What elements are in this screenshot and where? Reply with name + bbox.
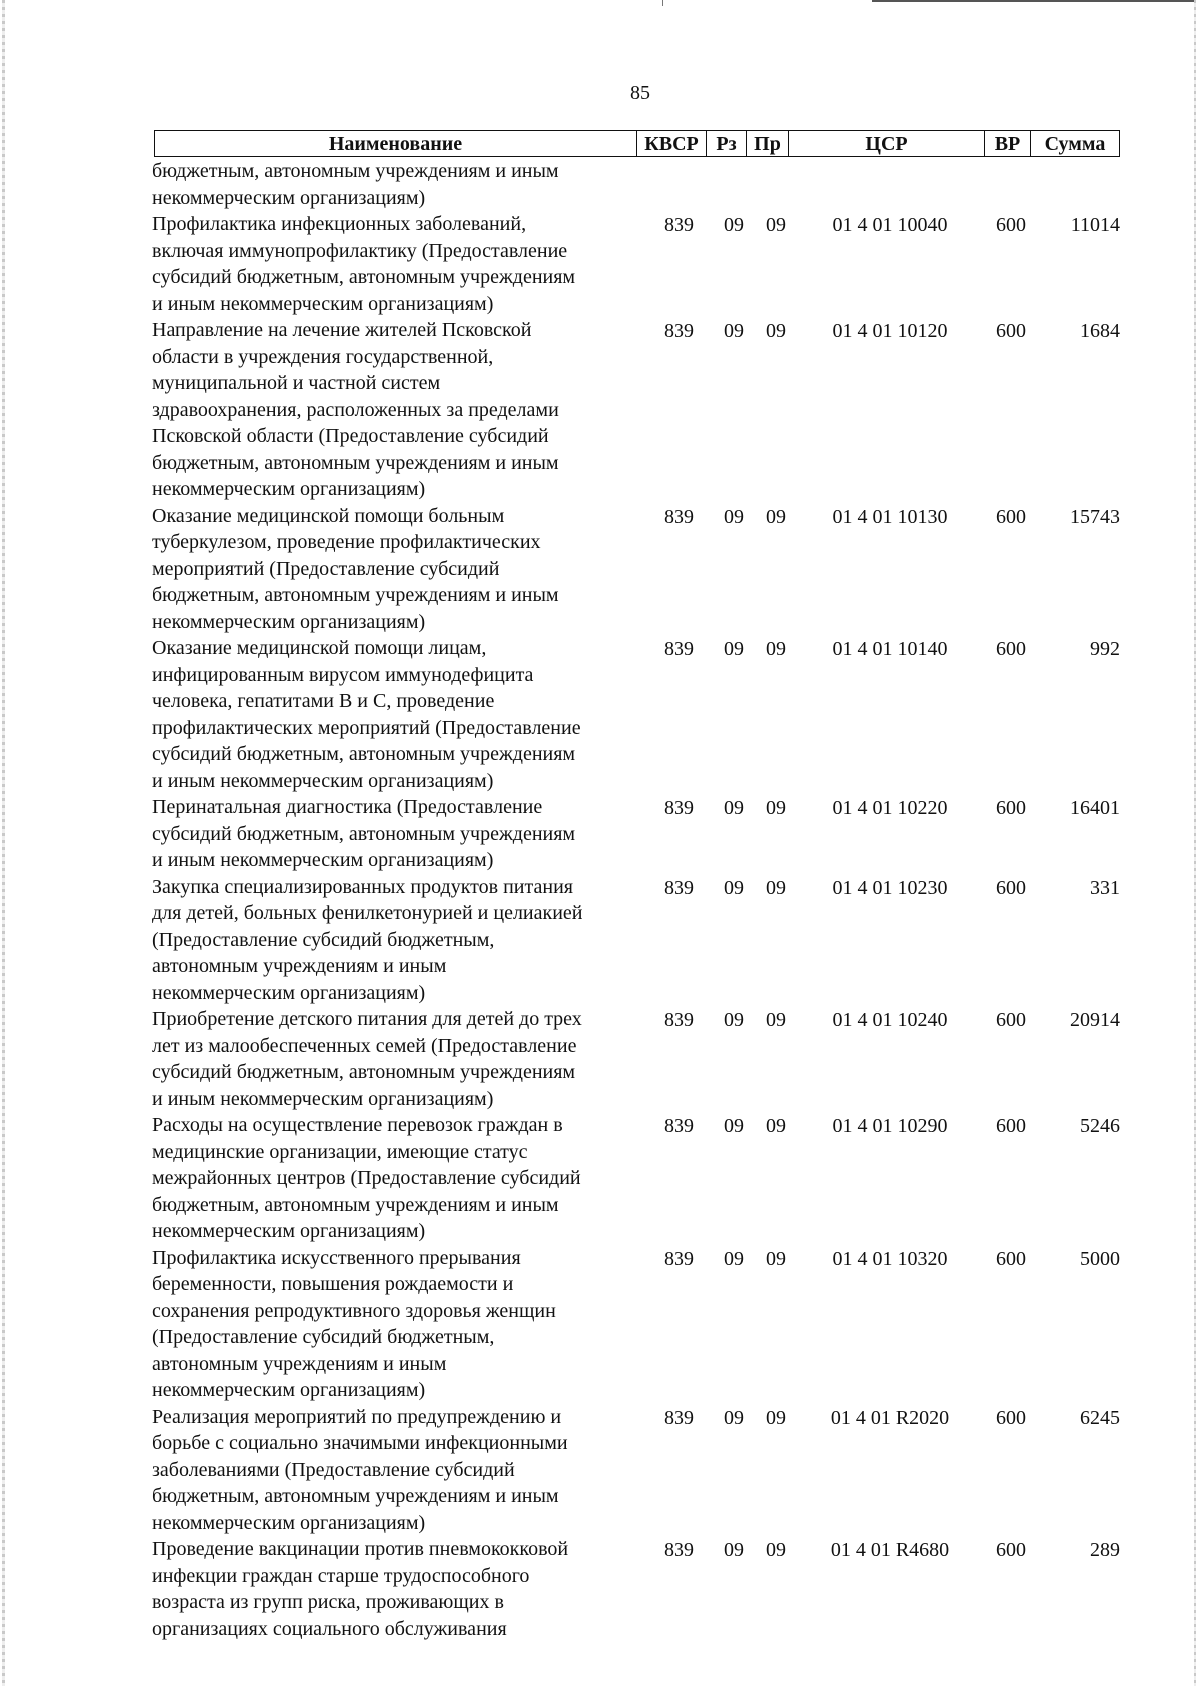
row-name-line: мероприятий (Предоставление субсидий xyxy=(152,557,500,580)
row-name-line: области в учреждения государственной, xyxy=(152,345,494,368)
row-name-line: возраста из групп риска, проживающих в xyxy=(152,1591,504,1613)
table-row xyxy=(152,503,1122,636)
cell-pr: 09 xyxy=(766,1406,786,1429)
row-name-line: некоммерческим организациям) xyxy=(152,1379,426,1401)
cell-vr: 600 xyxy=(996,797,1026,819)
row-name-line: бюджетным, автономным учреждениям и иным xyxy=(152,451,559,474)
row-name-line: некоммерческим организациям) xyxy=(152,186,426,209)
cell-rz: 09 xyxy=(724,505,744,528)
cell-pr: 09 xyxy=(766,797,786,819)
row-name-line: Реализация мероприятий по предупреждению и xyxy=(152,1405,562,1428)
row-name xyxy=(152,1006,642,1112)
row-name-line: субсидий бюджетным, автономным учреждениям xyxy=(152,822,576,845)
cell-pr: 09 xyxy=(766,320,786,342)
cell-sum: 6245 xyxy=(1080,1406,1120,1429)
cell-sum: 5246 xyxy=(1080,1115,1120,1137)
cell-vr: 600 xyxy=(996,1009,1026,1031)
cell-kvsr: 839 xyxy=(664,214,694,236)
row-name-line: здравоохранения, расположенных за пределами xyxy=(152,398,559,421)
row-name-line: туберкулезом, проведение профилактических xyxy=(152,531,541,553)
cell-rz: 09 xyxy=(724,1539,744,1561)
cell-sum: 20914 xyxy=(1070,1009,1120,1031)
cell-rz: 09 xyxy=(724,214,744,236)
row-name-line: медицинские организации, имеющие статус xyxy=(152,1140,528,1163)
row-name-line: инфекции граждан старше трудоспособного xyxy=(152,1564,530,1587)
cell-csr: 01 4 01 R2020 xyxy=(830,1406,950,1429)
cell-csr: 01 4 01 10040 xyxy=(832,214,948,236)
row-name-line: и иным некоммерческим организациям) xyxy=(152,292,494,315)
row-name-line: заболеваниями (Предоставление субсидий xyxy=(152,1458,515,1481)
row-name-line: субсидий бюджетным, автономным учреждениям xyxy=(152,1061,576,1083)
row-name-line: некоммерческим организациям) xyxy=(152,478,426,500)
header-rz: Рз xyxy=(707,131,747,156)
cell-csr: 01 4 01 10130 xyxy=(832,505,948,528)
cell-rz: 09 xyxy=(724,320,744,342)
cell-vr: 600 xyxy=(996,1539,1026,1561)
table-row xyxy=(152,317,1122,503)
scan-edge-right xyxy=(1194,0,1196,1686)
row-name-line: профилактических мероприятий (Предоставление xyxy=(152,716,581,739)
header-csr: ЦСР xyxy=(789,131,985,156)
cell-kvsr: 839 xyxy=(664,1115,694,1137)
cell-csr: 01 4 01 10320 xyxy=(832,1247,948,1270)
row-name-line: Приобретение детского питания для детей до трех xyxy=(152,1008,582,1030)
row-name xyxy=(152,874,642,1007)
cell-pr: 09 xyxy=(766,638,786,660)
row-name-line: некоммерческим организациям) xyxy=(152,1220,426,1242)
table-row xyxy=(152,635,1122,794)
cell-kvsr: 839 xyxy=(664,1406,694,1429)
cell-kvsr: 839 xyxy=(664,797,694,819)
cell-rz: 09 xyxy=(724,638,744,660)
cell-rz: 09 xyxy=(724,797,744,819)
header-kvsr: КВСР xyxy=(637,131,707,156)
row-name-line: организациях социального обслуживания xyxy=(152,1617,507,1640)
cell-vr: 600 xyxy=(996,638,1026,660)
row-name-line: и иным некоммерческим организациям) xyxy=(152,1087,494,1110)
row-name xyxy=(152,1112,642,1245)
page-number: 85 xyxy=(630,82,650,104)
row-name-line: Проведение вакцинации против пневмококковой xyxy=(152,1538,569,1560)
row-name-line: автономным учреждениям и иным xyxy=(152,955,447,977)
cell-kvsr: 839 xyxy=(664,320,694,342)
row-name-line: борьбе с социально значимыми инфекционными xyxy=(152,1432,568,1454)
table-row xyxy=(152,1112,1122,1245)
row-name-line: муниципальной и частной систем xyxy=(152,372,441,394)
cell-pr: 09 xyxy=(766,1009,786,1031)
header-pr: Пр xyxy=(747,131,789,156)
row-name xyxy=(152,317,642,503)
row-name-line: (Предоставление субсидий бюджетным, xyxy=(152,1326,495,1348)
row-name-line: Расходы на осуществление перевозок граждан в xyxy=(152,1114,563,1136)
cell-pr: 09 xyxy=(766,1539,786,1561)
row-name-line: бюджетным, автономным учреждениям и иным xyxy=(152,1193,559,1216)
row-name-line: лет из малообеспеченных семей (Предоставление xyxy=(152,1034,577,1057)
cell-sum: 992 xyxy=(1090,638,1120,660)
top-rule xyxy=(872,0,1194,2)
table-row xyxy=(152,1006,1122,1112)
row-name xyxy=(152,211,642,317)
cell-pr: 09 xyxy=(766,505,786,528)
cell-csr: 01 4 01 10290 xyxy=(832,1115,948,1137)
cell-csr: 01 4 01 10120 xyxy=(832,320,948,342)
row-name-line: Псковской области (Предоставление субсидий xyxy=(152,425,549,447)
cell-sum: 1684 xyxy=(1080,320,1120,342)
table-row xyxy=(152,158,1122,211)
table-row xyxy=(152,211,1122,317)
row-name-line: бюджетным, автономным учреждениям и иным xyxy=(152,584,559,606)
cell-rz: 09 xyxy=(724,876,744,899)
row-name-line: Профилактика искусственного прерывания xyxy=(152,1246,521,1269)
row-name-line: для детей, больных фенилкетонурией и целиакией xyxy=(152,902,583,924)
cell-vr: 600 xyxy=(996,1115,1026,1137)
table-body xyxy=(152,158,1122,1642)
cell-rz: 09 xyxy=(724,1009,744,1031)
row-name xyxy=(152,635,642,794)
row-name-line: бюджетным, автономным учреждениям и иным xyxy=(152,160,559,182)
row-name-line: беременности, повышения рождаемости и xyxy=(152,1273,514,1295)
row-name-line: некоммерческим организациям) xyxy=(152,981,426,1004)
cell-rz: 09 xyxy=(724,1247,744,1270)
cell-sum: 5000 xyxy=(1080,1247,1120,1270)
cell-kvsr: 839 xyxy=(664,876,694,899)
cell-rz: 09 xyxy=(724,1406,744,1429)
row-name-line: и иным некоммерческим организациям) xyxy=(152,769,494,792)
row-name-line: некоммерческим организациям) xyxy=(152,1511,426,1534)
row-name-line: Направление на лечение жителей Псковской xyxy=(152,319,532,341)
top-tick-mark xyxy=(662,0,663,6)
row-name xyxy=(152,1404,642,1537)
cell-kvsr: 839 xyxy=(664,505,694,528)
cell-kvsr: 839 xyxy=(664,1009,694,1031)
cell-csr: 01 4 01 10140 xyxy=(832,638,948,660)
cell-vr: 600 xyxy=(996,320,1026,342)
cell-vr: 600 xyxy=(996,1406,1026,1429)
cell-kvsr: 839 xyxy=(664,1247,694,1270)
table-row xyxy=(152,874,1122,1007)
row-name-line: включая иммунопрофилактику (Предоставление xyxy=(152,239,568,262)
cell-sum: 15743 xyxy=(1070,505,1120,528)
row-name-line: и иным некоммерческим организациям) xyxy=(152,849,494,871)
row-name-line: субсидий бюджетным, автономным учреждениям xyxy=(152,743,576,765)
cell-vr: 600 xyxy=(996,505,1026,528)
table-row xyxy=(152,1245,1122,1404)
row-name-line: бюджетным, автономным учреждениям и иным xyxy=(152,1485,559,1507)
cell-vr: 600 xyxy=(996,1247,1026,1270)
row-name xyxy=(152,1536,642,1642)
row-name-line: Перинатальная диагностика (Предоставление xyxy=(152,796,543,818)
row-name xyxy=(152,794,642,874)
cell-sum: 16401 xyxy=(1070,797,1120,819)
row-name-line: автономным учреждениям и иным xyxy=(152,1352,447,1375)
cell-pr: 09 xyxy=(766,214,786,236)
cell-vr: 600 xyxy=(996,214,1026,236)
row-name-line: инфицированным вирусом иммунодефицита xyxy=(152,663,534,686)
row-name-line: человека, гепатитами В и С, проведение xyxy=(152,690,495,712)
row-name-line: Оказание медицинской помощи лицам, xyxy=(152,637,487,659)
row-name-line: Оказание медицинской помощи больным xyxy=(152,504,505,527)
cell-csr: 01 4 01 10240 xyxy=(832,1009,948,1031)
cell-pr: 09 xyxy=(766,876,786,899)
row-name-line: (Предоставление субсидий бюджетным, xyxy=(152,928,495,951)
cell-csr: 01 4 01 10220 xyxy=(832,797,948,819)
row-name-line: некоммерческим организациям) xyxy=(152,610,426,633)
cell-sum: 331 xyxy=(1090,876,1120,899)
cell-rz: 09 xyxy=(724,1115,744,1137)
header-name: Наименование xyxy=(155,131,637,156)
cell-kvsr: 839 xyxy=(664,1539,694,1561)
cell-csr: 01 4 01 10230 xyxy=(832,876,948,899)
row-name-line: субсидий бюджетным, автономным учреждениям xyxy=(152,266,576,288)
row-name xyxy=(152,503,642,636)
table-row xyxy=(152,1536,1122,1642)
cell-pr: 09 xyxy=(766,1247,786,1270)
cell-vr: 600 xyxy=(996,876,1026,899)
header-sum: Сумма xyxy=(1044,133,1106,155)
row-name-line: сохранения репродуктивного здоровья женщин xyxy=(152,1299,556,1322)
row-name-line: Закупка специализированных продуктов питания xyxy=(152,875,573,898)
cell-csr: 01 4 01 R4680 xyxy=(830,1539,950,1561)
scan-edge-left xyxy=(2,0,5,1686)
header-vr: ВР xyxy=(985,131,1031,156)
row-name xyxy=(152,158,642,211)
cell-kvsr: 839 xyxy=(664,638,694,660)
table-row xyxy=(152,1404,1122,1537)
table-header xyxy=(154,130,1120,157)
row-name-line: межрайонных центров (Предоставление субсидий xyxy=(152,1167,581,1189)
table-row xyxy=(152,794,1122,874)
cell-sum: 289 xyxy=(1090,1539,1120,1561)
row-name xyxy=(152,1245,642,1404)
row-name-line: Профилактика инфекционных заболеваний, xyxy=(152,213,527,235)
cell-sum: 11014 xyxy=(1070,214,1120,236)
cell-pr: 09 xyxy=(766,1115,786,1137)
